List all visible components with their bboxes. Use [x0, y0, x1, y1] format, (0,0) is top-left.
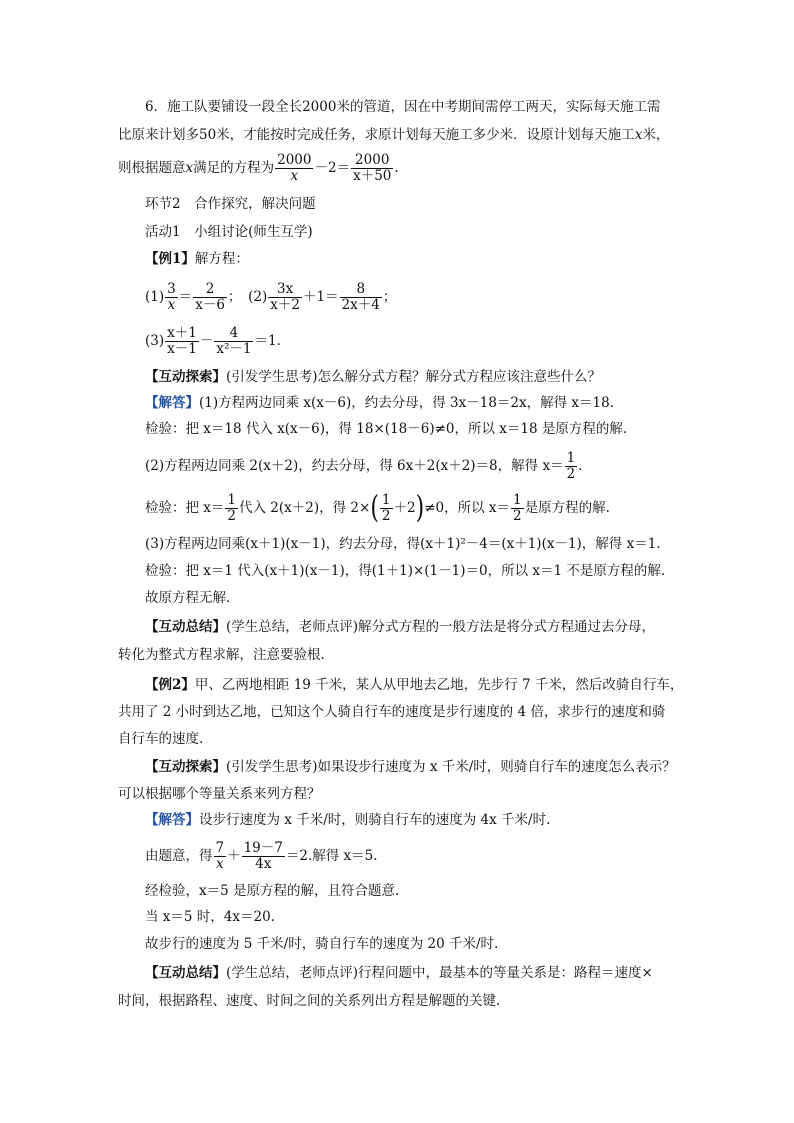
answer1-line5: (3)方程两边同乘(x＋1)(x－1)，约去分母，得(x＋1)²－4＝(x＋1)(x－1)，解得 x＝1. — [145, 536, 661, 552]
section-heading: 环节2 合作探究，解决问题 — [145, 196, 316, 212]
q6-line2: 比原来计划多50米，才能按时完成任务，求原计划每天施工多少米．设原计划每天施工x米， — [118, 127, 670, 143]
answer2-line1: 【解答】设步行速度为 x 千米/时，则骑自行车的速度为 4x 千米/时. — [145, 812, 551, 828]
explore1: 【互动探索】(引发学生思考)怎么解分式方程？解分式方程应该注意些什么？ — [145, 369, 602, 385]
answer1-line3: (2)方程两边同乘 2(x＋2)，约去分母，得 6x＋2(x＋2)＝8，解得 x＝ $\frac{1}{2}$ . — [145, 450, 583, 482]
q6-line3: 则根据题意x满足的方程为 $\frac{2000}{x}$ －2＝ $\frac{2000}{x+50}$ . — [118, 152, 399, 184]
answer1-line1: 【解答】(1)方程两边同乘 x(x－6)，约去分母，得 3x－18＝2x，解得 x＝18. — [145, 395, 615, 411]
example1-title: 【例1】解方程： — [145, 251, 249, 267]
q6-line1: 6．施工队要铺设一段全长2000米的管道，因在中考期间需停工两天，实际每天施工需 — [145, 99, 661, 115]
answer1-line6: 检验：把 x＝1 代入(x＋1)(x－1)，得(1＋1)×(1－1)＝0，所以 x＝1 不是原方程的解. — [145, 563, 666, 579]
q6-fraction-2: $\frac{2000}{x+50}$ — [353, 152, 392, 184]
answer2-line5: 故步行的速度为 5 千米/时，骑自行车的速度为 20 千米/时. — [145, 936, 499, 952]
answer2-line2: 由题意，得 $\frac{7}{x}$ ＋ $\frac{19-7}{4x}$ ＝2.解得 x＝5. — [145, 840, 378, 872]
summary1-line1: 【互动总结】(学生总结，老师点评)解分式方程的一般方法是将分式方程通过去分母， — [145, 619, 656, 635]
summary1-line2: 转化为整式方程求解，注意要验根. — [118, 647, 325, 663]
example2-line1: 【例2】甲、乙两地相距 19 千米，某人从甲地去乙地，先步行 7 千米，然后改骑自行车， — [145, 677, 684, 693]
answer1-line4: 检验：把 x＝ $\frac{1}{2}$ 代入 2(x＋2)，得 2×( $\frac{1}{2}$ ＋2)≠0，所以 x＝ $\frac{1}{2}$ 是原方程的解. — [145, 490, 610, 526]
explore2-line2: 可以根据哪个等量关系来列方程？ — [118, 786, 321, 802]
answer1-line7: 故原方程无解. — [145, 590, 231, 606]
answer2-line4: 当 x＝5 时，4x＝20. — [145, 909, 275, 925]
summary2-line2: 时间，根据路程、速度、时间之间的关系列出方程是解题的关键. — [118, 993, 501, 1009]
example2-line2: 共用了 2 小时到达乙地，已知这个人骑自行车的速度是步行速度的 4 倍，求步行的速度和骑 — [118, 704, 666, 720]
example1-equation-3: (3) $\frac{x+1}{x-1}$ － $\frac{4}{\text{x²－1}}$ ＝1. — [145, 325, 281, 357]
q6-fraction-1: $\frac{2000}{x}$ — [277, 152, 312, 184]
answer2-line3: 经检验，x＝5 是原方程的解，且符合题意. — [145, 883, 400, 899]
explore2-line1: 【互动探索】(引发学生思考)如果设步行速度为 x 千米/时，则骑自行车的速度怎么表示？ — [145, 759, 676, 775]
example1-equations-1-2: (1) $\frac{3}{x}$ ＝ $\frac{2}{x-6}$ ； (2) $\frac{3x}{x+2}$ ＋1＝ $\frac{8}{2x+4}$ ； — [145, 281, 397, 313]
summary2-line1: 【互动总结】(学生总结，老师点评)行程问题中，最基本的等量关系是：路程＝速度× — [145, 965, 653, 981]
answer1-line2: 检验：把 x＝18 代入 x(x－6)，得 18×(18－6)≠0，所以 x＝18 是原方程的解. — [145, 421, 628, 437]
example2-line3: 自行车的速度. — [118, 731, 204, 747]
activity-heading: 活动1 小组讨论(师生互学) — [145, 224, 313, 240]
